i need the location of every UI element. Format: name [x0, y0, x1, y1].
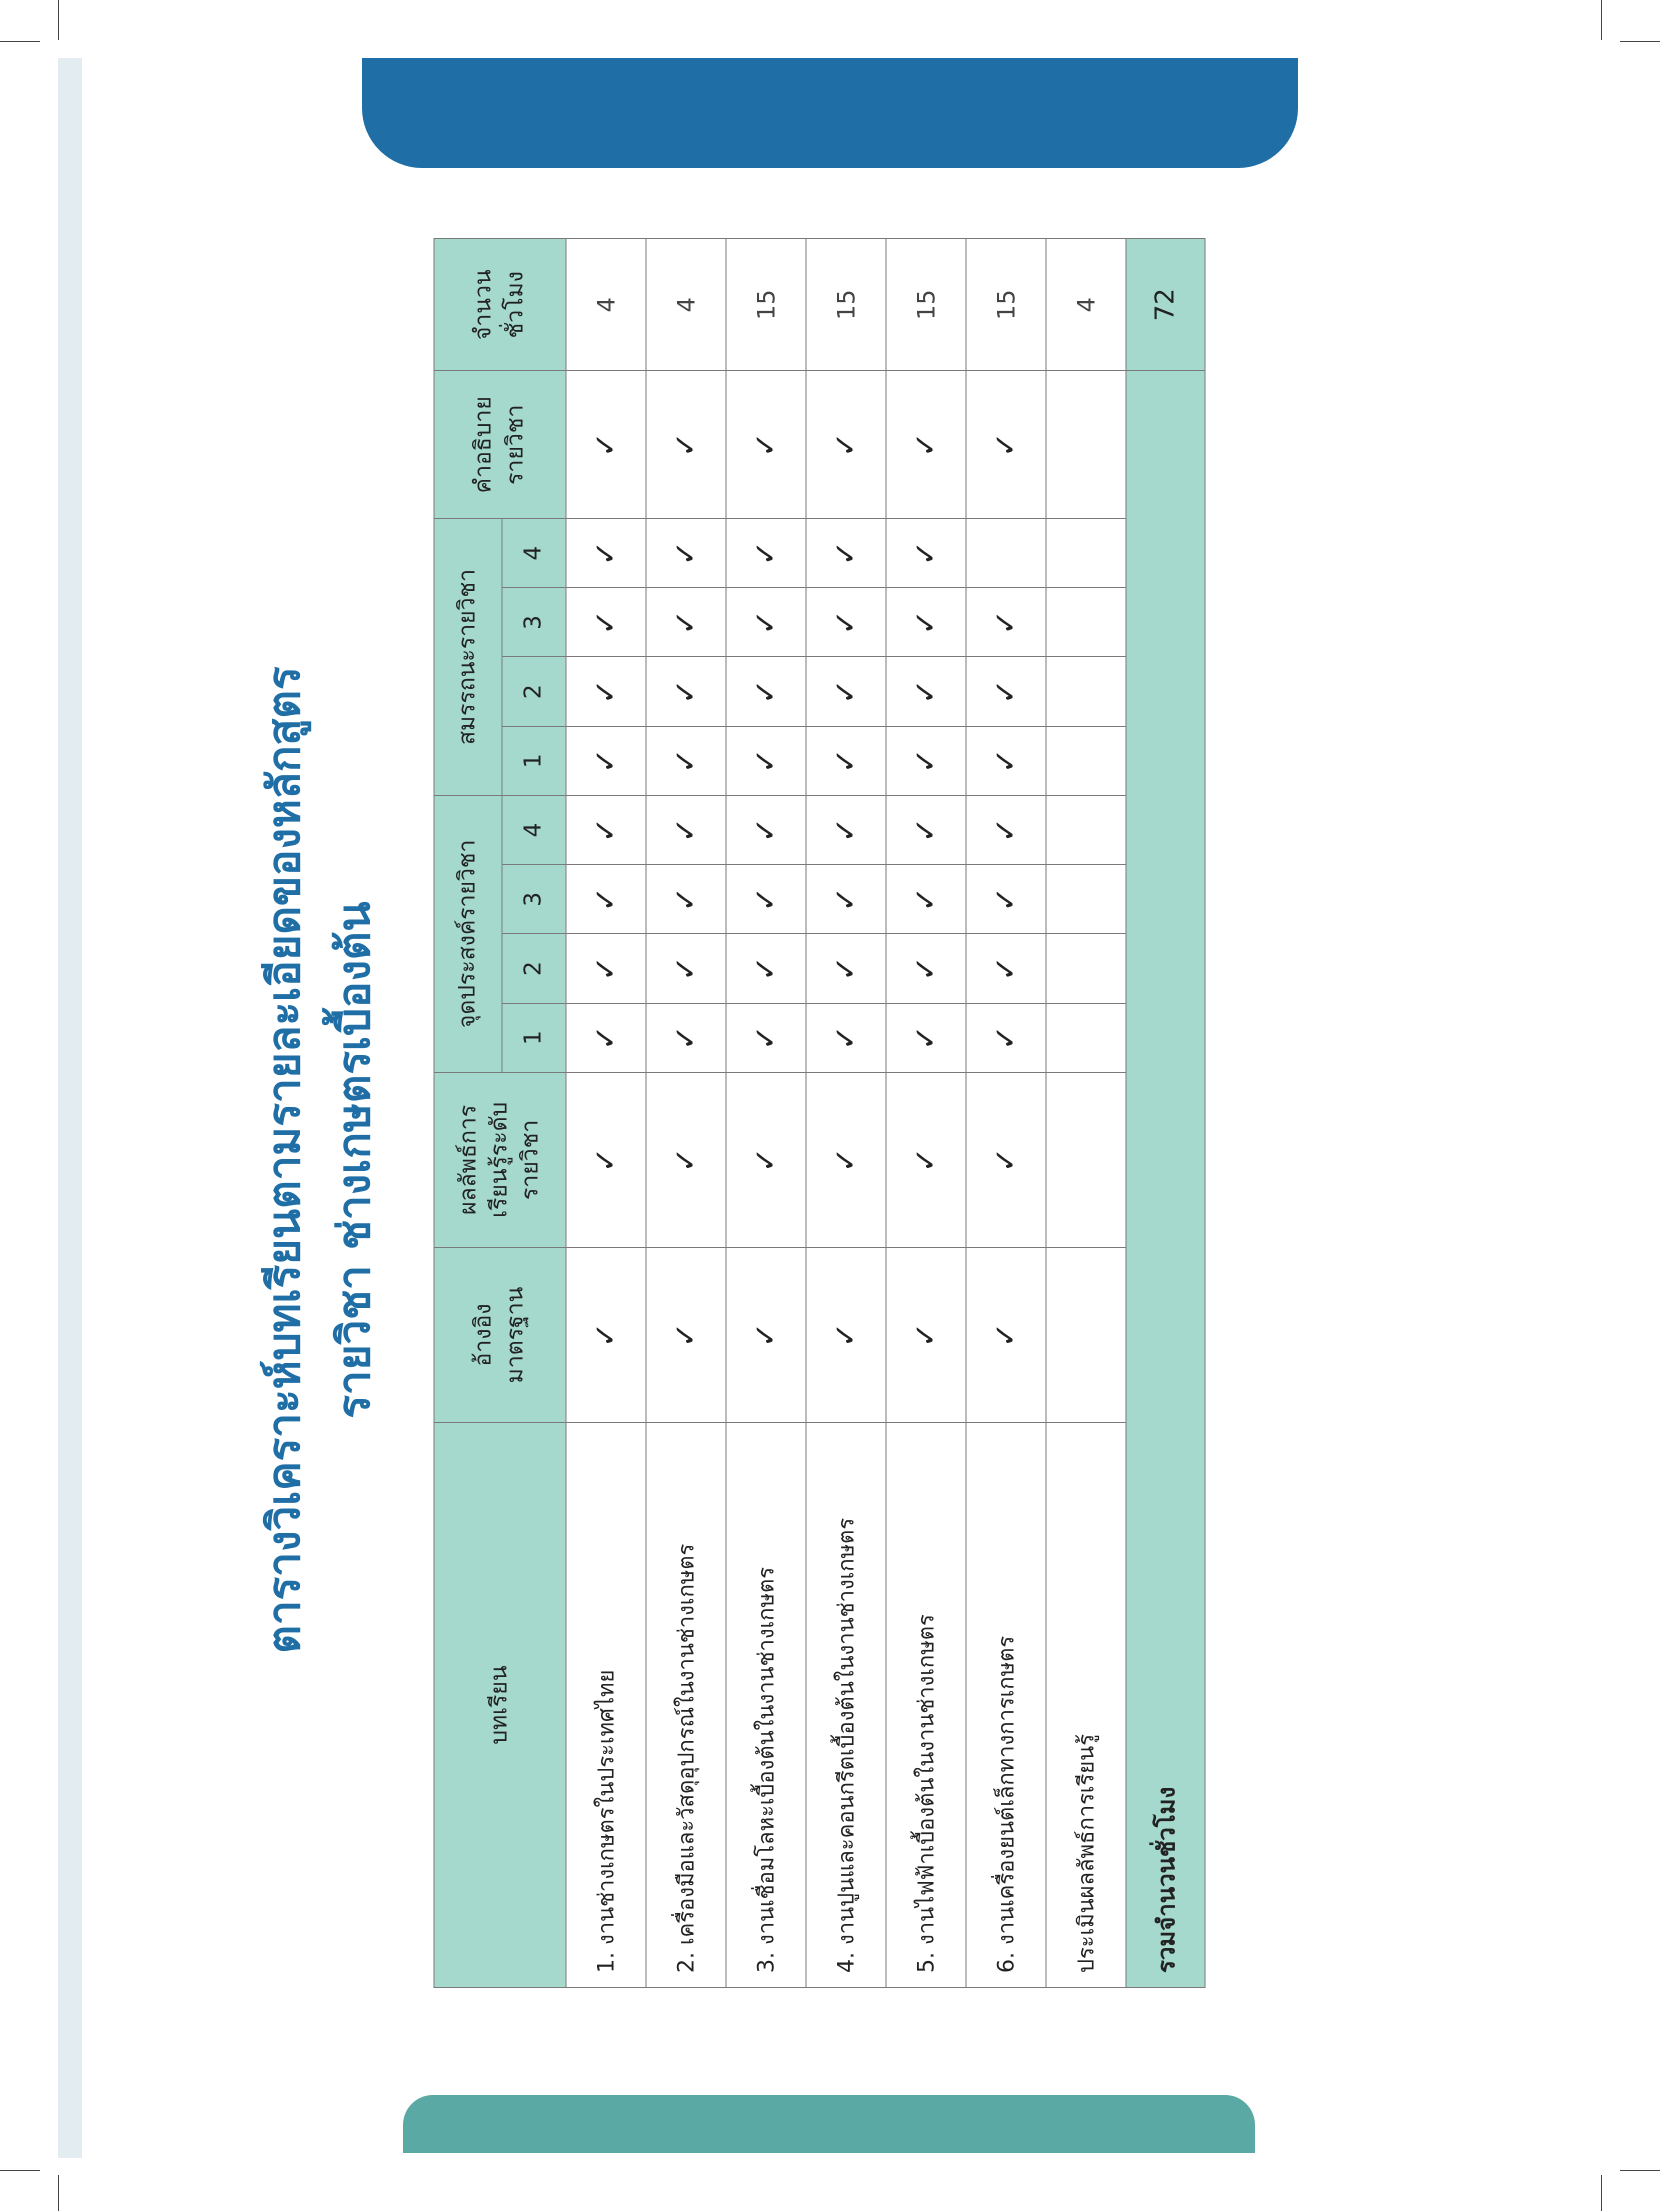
competency-1-cell: [966, 726, 1046, 795]
check-mark-icon: ✓: [908, 955, 943, 982]
competency-4-cell: [806, 519, 886, 588]
check-mark-icon: ✓: [748, 955, 783, 982]
check-mark-icon: ✓: [748, 1322, 783, 1348]
header-hours: จำนวน ชั่วโมง: [434, 239, 566, 371]
lesson-cell: 4. งานปูนและคอนกรีตเบื้องต้นในงานช่างเกษตร: [806, 1423, 886, 1988]
crop-mark: [58, 0, 59, 40]
objective-3-cell: [566, 865, 646, 934]
check-mark-icon: ✓: [828, 748, 863, 774]
check-mark-icon: ✓: [988, 955, 1023, 982]
competency-4-cell: [726, 519, 806, 588]
total-hours: 72: [1126, 239, 1205, 371]
objective-1-cell: [726, 1003, 806, 1072]
competency-2-cell: [966, 657, 1046, 726]
check-mark-icon: ✓: [908, 817, 943, 843]
objective-1-cell: [966, 1003, 1046, 1072]
check-mark-icon: ✓: [668, 886, 703, 912]
lesson-cell: 2. เครื่องมือและวัสดุอุปกรณ์ในงานช่างเกษตร: [646, 1423, 726, 1988]
hours-cell: 4: [646, 239, 726, 371]
crop-mark: [1601, 2175, 1602, 2211]
hours-cell: 15: [886, 239, 966, 371]
objective-1-cell: [806, 1003, 886, 1072]
header-competency-3: 3: [502, 588, 566, 657]
check-mark-icon: ✓: [588, 886, 623, 912]
description-cell: [646, 371, 726, 519]
competency-4-cell: [646, 519, 726, 588]
check-mark-icon: ✓: [748, 679, 783, 705]
reference-cell: [726, 1247, 806, 1422]
objective-4-cell: [886, 795, 966, 864]
reference-cell: [806, 1247, 886, 1422]
competency-1-cell: [646, 726, 726, 795]
check-mark-icon: ✓: [908, 1147, 943, 1173]
outcome-cell: [886, 1072, 966, 1247]
check-mark-icon: ✓: [588, 679, 623, 705]
total-row: [1126, 239, 1205, 1988]
check-mark-icon: ✓: [908, 1322, 943, 1348]
check-mark-icon: ✓: [588, 609, 623, 635]
check-mark-icon: ✓: [988, 886, 1023, 912]
title-block: [230, 200, 410, 2120]
check-mark-icon: ✓: [748, 1025, 783, 1051]
check-mark-icon: ✓: [588, 1025, 623, 1051]
lesson-analysis-table: [433, 238, 1205, 1988]
check-mark-icon: ✓: [748, 609, 783, 635]
objective-2-cell: [1046, 934, 1126, 1003]
top-decor-bar: [362, 58, 1298, 168]
table-row: [886, 239, 966, 1988]
objective-2-cell: [966, 934, 1046, 1003]
objective-1-cell: [1046, 1003, 1126, 1072]
reference-cell: [886, 1247, 966, 1422]
header-objective-2: 2: [502, 934, 566, 1003]
competency-4-cell: [1046, 519, 1126, 588]
objective-3-cell: [1046, 865, 1126, 934]
description-cell: [806, 371, 886, 519]
check-mark-icon: ✓: [588, 955, 623, 982]
check-mark-icon: ✓: [988, 1025, 1023, 1051]
outcome-cell: [966, 1072, 1046, 1247]
objective-2-cell: [886, 934, 966, 1003]
check-mark-icon: ✓: [828, 1322, 863, 1348]
table-row: [726, 239, 806, 1988]
check-mark-icon: ✓: [748, 432, 783, 458]
header-course-description: คำอธิบาย รายวิชา: [434, 371, 566, 519]
check-mark-icon: ✓: [828, 1147, 863, 1173]
check-mark-icon: ✓: [748, 1147, 783, 1173]
check-mark-icon: ✓: [668, 817, 703, 843]
check-mark-icon: ✓: [748, 748, 783, 774]
reference-cell: [966, 1247, 1046, 1422]
check-mark-icon: ✓: [588, 540, 623, 566]
table-row: [566, 239, 646, 1988]
outcome-cell: [1046, 1072, 1126, 1247]
hours-cell: 4: [566, 239, 646, 371]
check-mark-icon: ✓: [828, 955, 863, 982]
check-mark-icon: ✓: [988, 1147, 1023, 1173]
header-competencies: สมรรถนะรายวิชา: [434, 519, 502, 796]
competency-1-cell: [726, 726, 806, 795]
reference-cell: [646, 1247, 726, 1422]
competency-2-cell: [806, 657, 886, 726]
header-objective-4: 4: [502, 795, 566, 864]
check-mark-icon: ✓: [988, 1322, 1023, 1348]
competency-3-cell: [806, 588, 886, 657]
header-objective-1: 1: [502, 1003, 566, 1072]
objective-2-cell: [566, 934, 646, 1003]
competency-1-cell: [806, 726, 886, 795]
check-mark-icon: ✓: [588, 1322, 623, 1348]
competency-2-cell: [1046, 657, 1126, 726]
check-mark-icon: ✓: [668, 1147, 703, 1173]
check-mark-icon: ✓: [908, 1025, 943, 1051]
crop-mark: [1601, 0, 1602, 40]
objective-3-cell: [646, 865, 726, 934]
check-mark-icon: ✓: [908, 679, 943, 705]
check-mark-icon: ✓: [908, 432, 943, 458]
objective-1-cell: [886, 1003, 966, 1072]
check-mark-icon: ✓: [828, 540, 863, 566]
check-mark-icon: ✓: [668, 609, 703, 635]
lesson-cell: 1. งานช่างเกษตรในประเทศไทย: [566, 1423, 646, 1988]
description-cell: [886, 371, 966, 519]
competency-1-cell: [886, 726, 966, 795]
lesson-cell: 5. งานไฟฟ้าเบื้องต้นในงานช่างเกษตร: [886, 1423, 966, 1988]
analysis-table-container: [433, 238, 1180, 1988]
hours-cell: 15: [726, 239, 806, 371]
check-mark-icon: ✓: [748, 540, 783, 566]
header-reference: อ้างอิง มาตรฐาน: [434, 1247, 566, 1422]
outcome-cell: [726, 1072, 806, 1247]
page-title: ตารางวิเคราะห์บทเรียนตามรายละเอียดของหลักสูตร: [258, 666, 310, 1654]
check-mark-icon: ✓: [828, 609, 863, 635]
crop-mark: [0, 2170, 40, 2171]
objective-2-cell: [726, 934, 806, 1003]
objective-1-cell: [646, 1003, 726, 1072]
objective-3-cell: [806, 865, 886, 934]
competency-4-cell: [886, 519, 966, 588]
description-cell: [966, 371, 1046, 519]
header-learning-outcome: ผลลัพธ์การ เรียนรู้ระดับ รายวิชา: [434, 1072, 566, 1247]
objective-3-cell: [886, 865, 966, 934]
check-mark-icon: ✓: [668, 679, 703, 705]
competency-2-cell: [646, 657, 726, 726]
header-competency-1: 1: [502, 726, 566, 795]
crop-mark: [1620, 2170, 1660, 2171]
check-mark-icon: ✓: [668, 1025, 703, 1051]
check-mark-icon: ✓: [748, 886, 783, 912]
objective-4-cell: [806, 795, 886, 864]
check-mark-icon: ✓: [908, 886, 943, 912]
check-mark-icon: ✓: [828, 432, 863, 458]
crop-mark: [0, 41, 40, 42]
competency-3-cell: [966, 588, 1046, 657]
objective-2-cell: [806, 934, 886, 1003]
left-margin-strip: [58, 58, 82, 2158]
check-mark-icon: ✓: [668, 540, 703, 566]
total-label: รวมจำนวนชั่วโมง: [1126, 371, 1205, 1988]
check-mark-icon: ✓: [588, 432, 623, 458]
competency-4-cell: [566, 519, 646, 588]
lesson-cell: 3. งานเชื่อมโลหะเบื้องต้นในงานช่างเกษตร: [726, 1423, 806, 1988]
reference-cell: [566, 1247, 646, 1422]
check-mark-icon: ✓: [988, 432, 1023, 458]
check-mark-icon: ✓: [668, 748, 703, 774]
header-competency-2: 2: [502, 657, 566, 726]
table-row: [806, 239, 886, 1988]
objective-4-cell: [966, 795, 1046, 864]
description-cell: [726, 371, 806, 519]
bottom-decor-bar: [403, 2095, 1255, 2153]
competency-1-cell: [566, 726, 646, 795]
description-cell: [1046, 371, 1126, 519]
reference-cell: [1046, 1247, 1126, 1422]
check-mark-icon: ✓: [908, 609, 943, 635]
objective-3-cell: [726, 865, 806, 934]
page-subtitle: รายวิชา ช่างเกษตรเบื้องต้น: [329, 901, 380, 1419]
check-mark-icon: ✓: [828, 817, 863, 843]
check-mark-icon: ✓: [908, 540, 943, 566]
objective-3-cell: [966, 865, 1046, 934]
table-row: [1046, 239, 1126, 1988]
objective-4-cell: [1046, 795, 1126, 864]
check-mark-icon: ✓: [988, 817, 1023, 843]
objective-4-cell: [726, 795, 806, 864]
description-cell: [566, 371, 646, 519]
check-mark-icon: ✓: [988, 748, 1023, 774]
check-mark-icon: ✓: [988, 609, 1023, 635]
header-lesson: บทเรียน: [434, 1423, 566, 1988]
check-mark-icon: ✓: [668, 432, 703, 458]
outcome-cell: [646, 1072, 726, 1247]
objective-4-cell: [566, 795, 646, 864]
competency-3-cell: [646, 588, 726, 657]
competency-4-cell: [966, 519, 1046, 588]
check-mark-icon: ✓: [988, 679, 1023, 705]
competency-3-cell: [566, 588, 646, 657]
check-mark-icon: ✓: [908, 748, 943, 774]
objective-1-cell: [566, 1003, 646, 1072]
check-mark-icon: ✓: [828, 679, 863, 705]
competency-3-cell: [886, 588, 966, 657]
lesson-cell: 6. งานเครื่องยนต์เล็กทางการเกษตร: [966, 1423, 1046, 1988]
competency-2-cell: [886, 657, 966, 726]
competency-2-cell: [566, 657, 646, 726]
check-mark-icon: ✓: [588, 1147, 623, 1173]
competency-3-cell: [1046, 588, 1126, 657]
header-competency-4: 4: [502, 519, 566, 588]
check-mark-icon: ✓: [668, 1322, 703, 1348]
check-mark-icon: ✓: [588, 748, 623, 774]
hours-cell: 15: [966, 239, 1046, 371]
header-objectives: จุดประสงค์รายวิชา: [434, 795, 502, 1072]
check-mark-icon: ✓: [748, 817, 783, 843]
objective-2-cell: [646, 934, 726, 1003]
outcome-cell: [806, 1072, 886, 1247]
competency-2-cell: [726, 657, 806, 726]
header-objective-3: 3: [502, 865, 566, 934]
competency-3-cell: [726, 588, 806, 657]
table-row: [966, 239, 1046, 1988]
objective-4-cell: [646, 795, 726, 864]
crop-mark: [58, 2175, 59, 2211]
hours-cell: 15: [806, 239, 886, 371]
check-mark-icon: ✓: [828, 886, 863, 912]
hours-cell: 4: [1046, 239, 1126, 371]
check-mark-icon: ✓: [828, 1025, 863, 1051]
competency-1-cell: [1046, 726, 1126, 795]
lesson-cell: ประเมินผลลัพธ์การเรียนรู้: [1046, 1423, 1126, 1988]
crop-mark: [1620, 41, 1660, 42]
check-mark-icon: ✓: [588, 817, 623, 843]
table-row: [646, 239, 726, 1988]
outcome-cell: [566, 1072, 646, 1247]
check-mark-icon: ✓: [668, 955, 703, 982]
